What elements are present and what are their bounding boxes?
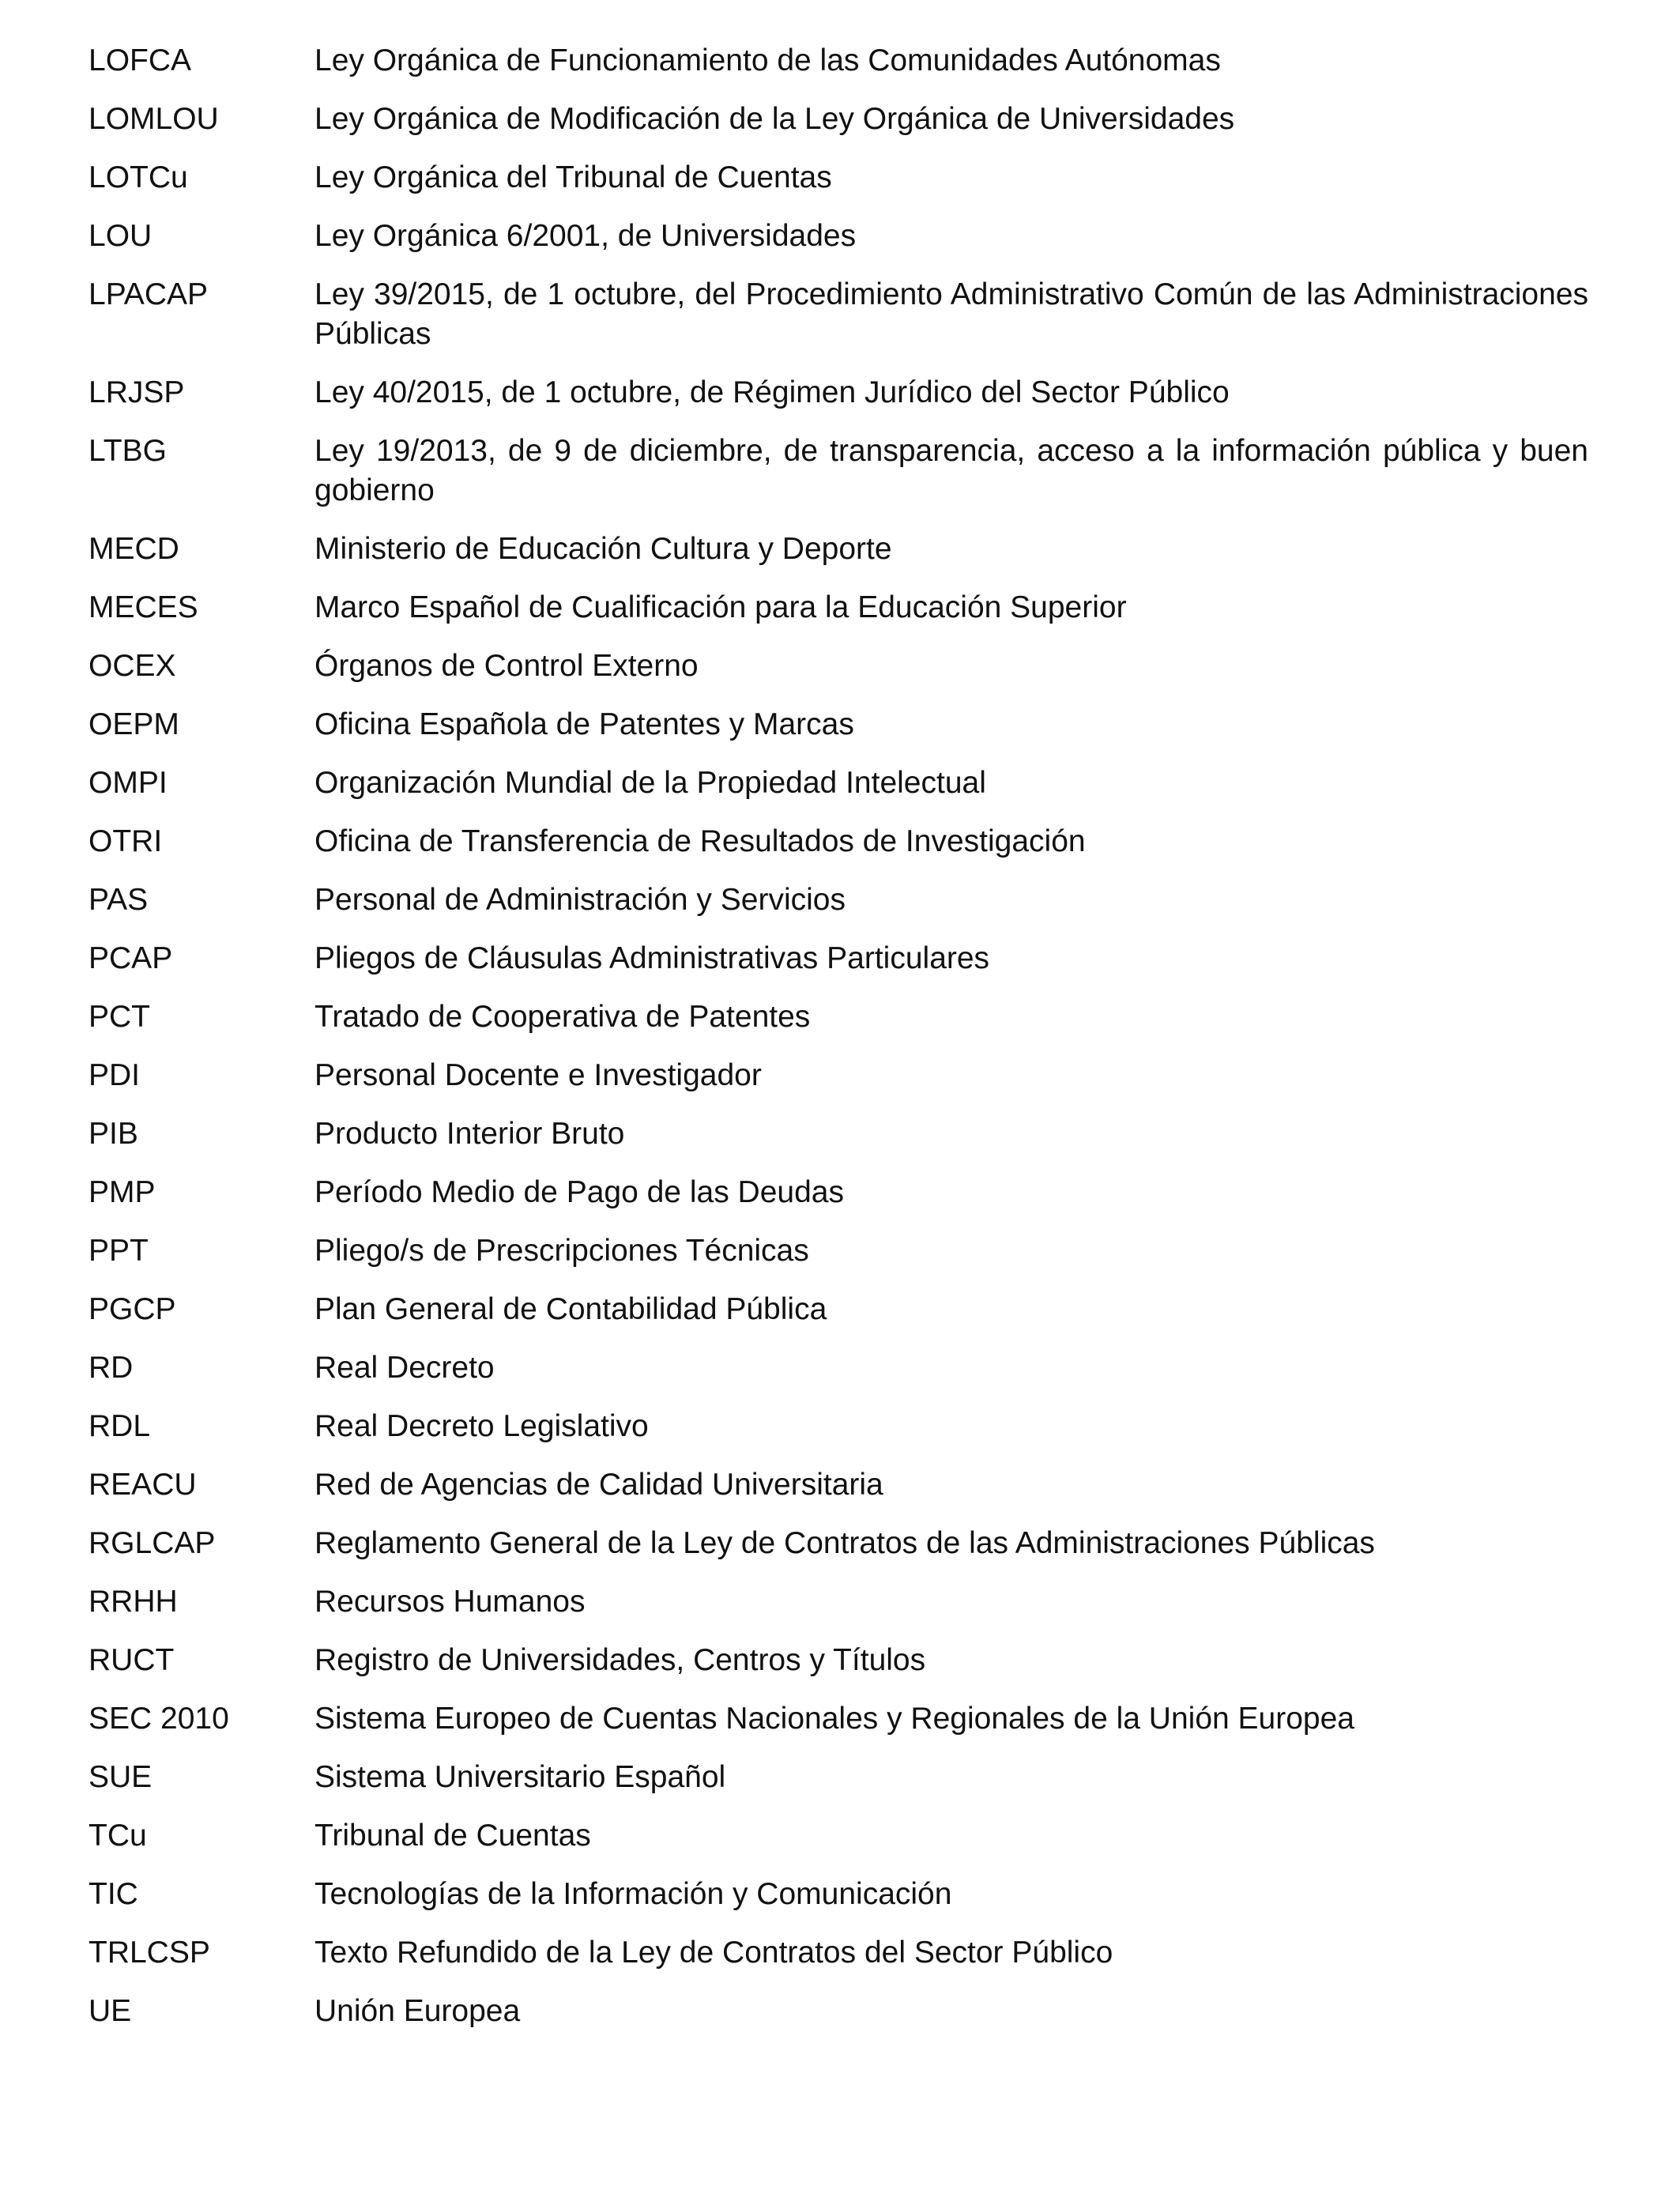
glossary-entry [89,705,1588,745]
glossary-entry [89,1056,1588,1095]
definition: Registro de Universidades, Centros y Títulos [315,1643,926,1677]
definition: Reglamento General de la Ley de Contratos de las Administraciones Públicas [315,1526,1375,1560]
glossary-entry [89,588,1588,628]
glossary-entry [89,41,1588,81]
abbreviation: TIC [89,1877,138,1911]
definition: Personal de Administración y Servicios [315,883,846,917]
definition: Plan General de Contabilidad Pública [315,1292,827,1326]
abbreviation: REACU [89,1468,197,1502]
abbreviation-glossary [89,41,1588,2050]
glossary-entry [89,1348,1588,1388]
glossary-entry [89,1114,1588,1154]
definition: Tratado de Cooperativa de Patentes [315,1000,811,1034]
abbreviation: PPT [89,1234,149,1268]
definition: Oficina Española de Patentes y Marcas [315,707,854,741]
definition: Real Decreto Legislativo [315,1409,649,1443]
definition: Período Medio de Pago de las Deudas [315,1175,844,1209]
definition: Pliego/s de Prescripciones Técnicas [315,1234,809,1268]
definition: Ley Orgánica 6/2001, de Universidades [315,219,857,253]
glossary-entry [89,1875,1588,1914]
abbreviation: PCT [89,1000,150,1034]
abbreviation: SEC 2010 [89,1702,229,1736]
glossary-entry [89,1407,1588,1446]
glossary-entry [89,1758,1588,1797]
definition: Producto Interior Bruto [315,1117,625,1151]
glossary-entry [89,1699,1588,1739]
abbreviation: MECES [89,590,198,624]
glossary-entry [89,1816,1588,1856]
definition: Organización Mundial de la Propiedad Intelectual [315,766,986,800]
glossary-entry [89,530,1588,569]
definition: Tecnologías de la Información y Comunicación [315,1877,952,1911]
definition: Sistema Universitario Español [315,1760,726,1794]
abbreviation: PCAP [89,941,173,975]
glossary-entry [89,1933,1588,1973]
definition: Personal Docente e Investigador [315,1058,762,1092]
definition: Ley Orgánica del Tribunal de Cuentas [315,160,832,194]
abbreviation: LOMLOU [89,102,219,136]
abbreviation: RGLCAP [89,1526,216,1560]
abbreviation: LOTCu [89,160,188,194]
abbreviation: PAS [89,883,149,917]
glossary-entry [89,432,1588,511]
abbreviation: TCu [89,1819,147,1853]
abbreviation: LOFCA [89,43,192,77]
abbreviation: LPACAP [89,277,209,311]
abbreviation: PDI [89,1058,141,1092]
glossary-entry [89,1992,1588,2031]
glossary-entry [89,939,1588,978]
abbreviation: OTRI [89,824,163,858]
definition: Oficina de Transferencia de Resultados de Investigación [315,824,1086,858]
definition: Tribunal de Cuentas [315,1819,591,1853]
abbreviation: RUCT [89,1643,175,1677]
glossary-entry [89,1173,1588,1212]
glossary-entry [89,1465,1588,1505]
glossary-entry [89,100,1588,139]
abbreviation: PMP [89,1175,156,1209]
abbreviation: MECD [89,532,179,566]
abbreviation: UE [89,1994,132,2028]
glossary-entry [89,997,1588,1037]
glossary-entry [89,1290,1588,1329]
definition: Texto Refundido de la Ley de Contratos del Sector Público [315,1936,1113,1970]
abbreviation: TRLCSP [89,1936,210,1970]
definition: Sistema Europeo de Cuentas Nacionales y Regionales de la Unión Europea [315,1702,1354,1736]
glossary-entry [89,217,1588,256]
glossary-entry [89,275,1588,354]
glossary-entry [89,822,1588,861]
abbreviation: PGCP [89,1292,176,1326]
glossary-entry [89,1231,1588,1271]
abbreviation: RDL [89,1409,151,1443]
abbreviation: PIB [89,1117,138,1151]
definition: Unión Europea [315,1994,521,2028]
definition: Red de Agencias de Calidad Universitaria [315,1468,883,1502]
abbreviation: RRHH [89,1585,178,1619]
glossary-entry [89,158,1588,198]
definition: Ley 39/2015, de 1 octubre, del Procedimiento Administrativo Común de las Administraciones Públicas [315,277,1588,351]
definition: Pliegos de Cláusulas Administrativas Particulares [315,941,990,975]
abbreviation: OEPM [89,707,179,741]
abbreviation: OMPI [89,766,168,800]
definition: Real Decreto [315,1351,495,1385]
glossary-entry [89,1582,1588,1622]
definition: Ministerio de Educación Cultura y Deporte [315,532,892,566]
definition: Ley 40/2015, de 1 octubre, de Régimen Jurídico del Sector Público [315,375,1230,409]
definition: Marco Español de Cualificación para la Educación Superior [315,590,1127,624]
definition: Ley 19/2013, de 9 de diciembre, de transparencia, acceso a la información pública y buen gobierno [315,434,1588,507]
definition: Ley Orgánica de Funcionamiento de las Comunidades Autónomas [315,43,1221,77]
abbreviation: LOU [89,219,153,253]
glossary-entry [89,647,1588,686]
glossary-entry [89,763,1588,803]
glossary-entry [89,1524,1588,1563]
definition: Órganos de Control Externo [315,649,699,683]
abbreviation: LTBG [89,434,167,468]
abbreviation: LRJSP [89,375,185,409]
glossary-entry [89,373,1588,413]
glossary-entry [89,1641,1588,1680]
glossary-entry [89,880,1588,920]
abbreviation: RD [89,1351,134,1385]
abbreviation: SUE [89,1760,153,1794]
definition: Ley Orgánica de Modificación de la Ley Orgánica de Universidades [315,102,1235,136]
abbreviation: OCEX [89,649,176,683]
definition: Recursos Humanos [315,1585,586,1619]
